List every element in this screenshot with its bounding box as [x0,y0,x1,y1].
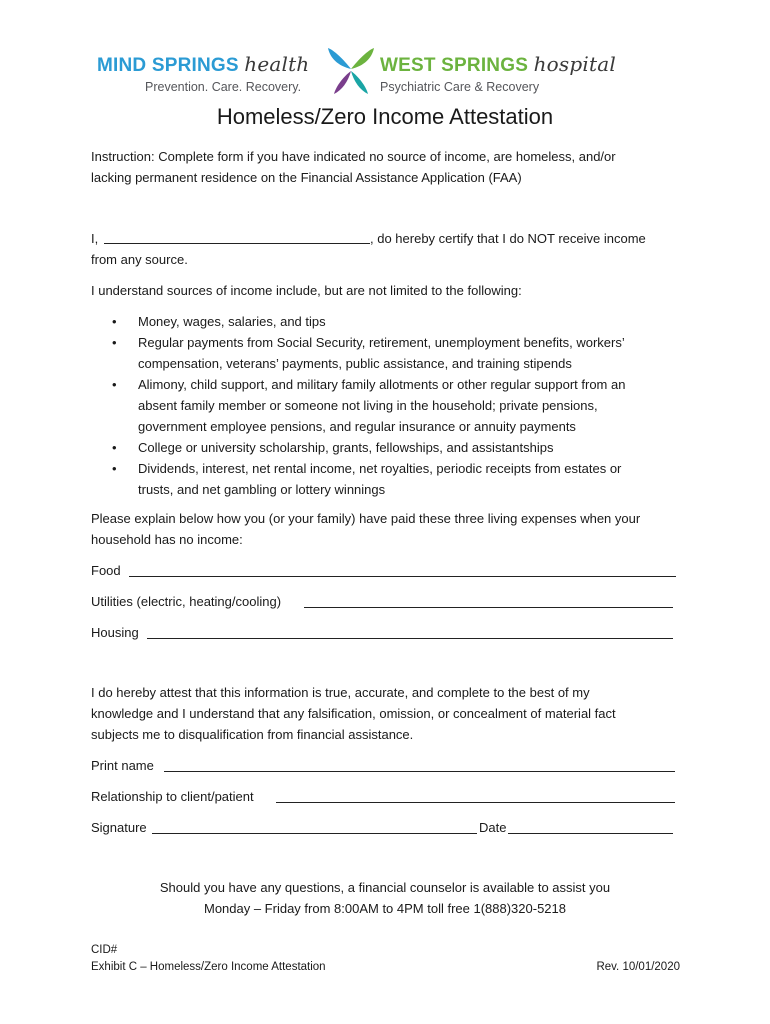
list-item-line: government employee pensions, and regular insurance or annuity payments [138,419,576,434]
exhibit-label: Exhibit C – Homeless/Zero Income Attestation [91,961,326,973]
mind-springs-tagline: Prevention. Care. Recovery. [145,80,302,94]
bullet-icon: • [112,377,117,392]
sources-intro: I understand sources of income include, but are not limited to the following: [91,283,522,298]
list-item-line: trusts, and net gambling or lottery winnings [138,482,386,497]
bullet-icon: • [112,335,117,350]
mind-springs-brand: MIND SPRINGS [97,55,239,76]
list-item-line: Alimony, child support, and military family allotments or other regular support from an [138,377,626,392]
food-label: Food [91,563,121,578]
cert-line-2: from any source. [91,252,188,267]
date-label: Date [479,820,507,835]
name-blank-line[interactable] [104,243,370,244]
cert-prefix: I, [91,231,99,246]
relationship-label: Relationship to client/patient [91,789,254,804]
questions-line-2: Monday – Friday from 8:00AM to 4PM toll free 1(888)320-5218 [203,901,566,916]
mind-springs-logo-text [97,52,309,77]
west-springs-brand: WEST SPRINGS [380,55,529,76]
revision-label: Rev. 10/01/2020 [596,961,680,973]
relationship-field[interactable] [276,802,675,803]
list-item-line: Regular payments from Social Security, retirement, unemployment benefits, workers’ [138,335,625,350]
list-item-line: absent family member or someone not living in the household; private pensions, [138,398,598,413]
attest-line-1: I do hereby attest that this information is true, accurate, and complete to the best of my [91,685,590,700]
west-springs-logo-text [380,52,616,77]
questions-line-1: Should you have any questions, a financial counselor is available to assist you [159,880,611,895]
page-title: Homeless/Zero Income Attestation [216,104,554,129]
bullet-icon: • [112,440,117,455]
list-item [91,437,691,458]
bullet-icon: • [112,314,117,329]
list-item [91,374,691,437]
list-item-line: Money, wages, salaries, and tips [138,314,326,329]
butterfly-logo-icon [326,42,376,98]
housing-field[interactable] [147,638,673,639]
housing-label: Housing [91,625,139,640]
signature-field[interactable] [152,833,477,834]
utilities-label: Utilities (electric, heating/cooling) [91,594,282,609]
butterfly-wing-lower-left [334,71,351,94]
west-springs-brand-italic: hospital [533,52,616,76]
attest-line-2: knowledge and I understand that any falsification, omission, or concealment of material fact [91,706,616,721]
list-item-line: Dividends, interest, net rental income, net royalties, periodic receipts from estates or [138,461,622,476]
list-item [91,311,691,332]
instruction-line-2: lacking permanent residence on the Financial Assistance Application (FAA) [91,170,522,185]
list-item-line: compensation, veterans’ payments, public assistance, and training stipends [138,356,572,371]
butterfly-wing-upper-left [328,48,351,69]
butterfly-wing-lower-right [351,71,368,94]
instruction-line-1: Instruction: Complete form if you have indicated no source of income, are homeless, and/or [91,149,616,164]
explain-line-2: household has no income: [91,532,243,547]
cert-suffix: , do hereby certify that I do NOT receive income [370,231,646,246]
west-springs-tagline: Psychiatric Care & Recovery [380,80,540,94]
bullet-icon: • [112,461,117,476]
utilities-field[interactable] [304,607,673,608]
list-item [91,458,691,500]
food-field[interactable] [129,576,676,577]
date-field[interactable] [508,833,673,834]
print-name-field[interactable] [164,771,675,772]
cid-label: CID# [91,944,118,956]
explain-line-1: Please explain below how you (or your family) have paid these three living expenses when your [91,511,641,526]
attest-line-3: subjects me to disqualification from financial assistance. [91,727,414,742]
income-sources-list [91,311,691,500]
list-item-line: College or university scholarship, grants, fellowships, and assistantships [138,440,554,455]
mind-springs-brand-italic: health [244,52,310,76]
butterfly-wing-upper-right [351,48,374,69]
print-name-label: Print name [91,758,154,773]
list-item [91,332,691,374]
signature-label: Signature [91,820,147,835]
